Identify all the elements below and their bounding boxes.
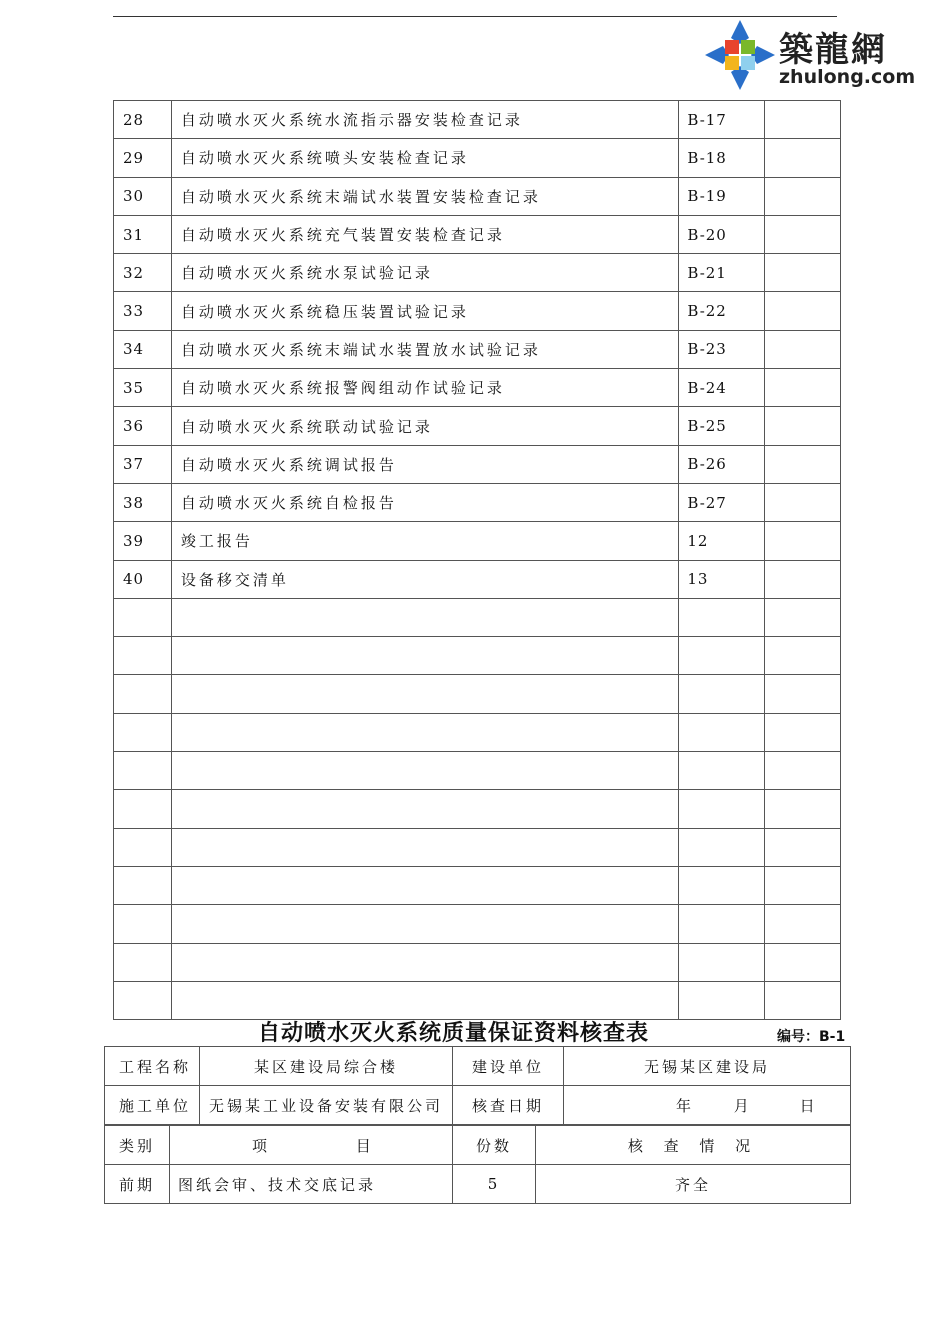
empty-row [114, 637, 841, 675]
empty-cell [114, 637, 172, 675]
empty-cell [679, 981, 765, 1019]
date-day: 日 [799, 1096, 818, 1115]
col-item-2: 目 [355, 1136, 374, 1155]
empty-cell [765, 790, 841, 828]
empty-cell [114, 752, 172, 790]
row-name: 自动喷水灭火系统末端试水装置安装检查记录 [171, 177, 678, 215]
row-remark [765, 407, 841, 445]
row-code: B-20 [679, 215, 765, 253]
empty-cell [679, 675, 765, 713]
empty-row [114, 905, 841, 943]
row-remark [765, 483, 841, 521]
row-name: 设备移交清单 [171, 560, 678, 598]
brand-name-en: zhulong.com [779, 66, 916, 88]
empty-row [114, 790, 841, 828]
row-number: 35 [114, 369, 172, 407]
row-name: 自动喷水灭火系统喷头安装检查记录 [171, 139, 678, 177]
empty-row [114, 981, 841, 1019]
check-items-table [104, 1125, 851, 1204]
row-code: B-17 [679, 101, 765, 139]
table-row [114, 139, 841, 177]
row-name: 自动喷水灭火系统报警阀组动作试验记录 [171, 369, 678, 407]
col-copies: 份数 [453, 1126, 536, 1165]
empty-cell [114, 828, 172, 866]
empty-cell [679, 637, 765, 675]
contractor-label: 施工单位 [105, 1086, 200, 1125]
empty-cell [765, 866, 841, 904]
empty-cell [114, 713, 172, 751]
empty-cell [114, 943, 172, 981]
owner-value: 无锡某区建设局 [564, 1047, 851, 1086]
contractor-value: 无锡某工业设备安装有限公司 [200, 1086, 453, 1125]
row-name: 自动喷水灭火系统末端试水装置放水试验记录 [171, 330, 678, 368]
row-remark [765, 292, 841, 330]
empty-cell [679, 598, 765, 636]
empty-cell [171, 752, 678, 790]
row-code: 12 [679, 522, 765, 560]
table-row [114, 292, 841, 330]
row-status: 齐全 [536, 1165, 851, 1204]
row-number: 32 [114, 254, 172, 292]
row-remark [765, 330, 841, 368]
row-code: B-24 [679, 369, 765, 407]
row-name: 自动喷水灭火系统水泵试验记录 [171, 254, 678, 292]
row-number: 37 [114, 445, 172, 483]
empty-cell [171, 866, 678, 904]
empty-row [114, 866, 841, 904]
form-title: 自动喷水灭火系统质量保证资料核查表 [258, 1021, 650, 1046]
row-category: 前期 [105, 1165, 170, 1204]
date-year: 年 [676, 1096, 695, 1115]
row-number: 36 [114, 407, 172, 445]
empty-cell [765, 981, 841, 1019]
empty-cell [765, 637, 841, 675]
row-code: B-19 [679, 177, 765, 215]
row-copies: 5 [453, 1165, 536, 1204]
row-name: 自动喷水灭火系统充气装置安装检查记录 [171, 215, 678, 253]
form-header-table [104, 1046, 851, 1125]
date-value [564, 1086, 851, 1125]
empty-cell [171, 905, 678, 943]
row-number: 34 [114, 330, 172, 368]
brand-logo[interactable] [703, 14, 916, 98]
table-row [105, 1047, 851, 1086]
row-remark [765, 177, 841, 215]
empty-cell [765, 943, 841, 981]
row-code: B-26 [679, 445, 765, 483]
table-row [114, 369, 841, 407]
empty-cell [679, 866, 765, 904]
row-name: 竣工报告 [171, 522, 678, 560]
empty-cell [114, 675, 172, 713]
empty-cell [171, 637, 678, 675]
empty-cell [679, 905, 765, 943]
row-name: 自动喷水灭火系统自检报告 [171, 483, 678, 521]
empty-cell [679, 828, 765, 866]
row-remark [765, 445, 841, 483]
empty-cell [171, 943, 678, 981]
row-name: 自动喷水灭火系统水流指示器安装检查记录 [171, 101, 678, 139]
empty-cell [171, 675, 678, 713]
empty-cell [765, 752, 841, 790]
table-row [114, 407, 841, 445]
table-row [114, 522, 841, 560]
records-list-table [113, 100, 841, 1020]
row-code: B-25 [679, 407, 765, 445]
row-number: 30 [114, 177, 172, 215]
empty-row [114, 752, 841, 790]
table-row [114, 560, 841, 598]
empty-cell [171, 981, 678, 1019]
empty-cell [679, 943, 765, 981]
brand-logo-icon [703, 18, 777, 92]
empty-cell [679, 790, 765, 828]
table-row [105, 1165, 851, 1204]
empty-cell [765, 713, 841, 751]
empty-cell [114, 905, 172, 943]
table-row [114, 254, 841, 292]
form-number: 编号：B-1 [777, 1029, 846, 1045]
row-code: B-21 [679, 254, 765, 292]
row-remark [765, 139, 841, 177]
col-item-1: 项 [252, 1136, 271, 1155]
empty-cell [679, 713, 765, 751]
empty-row [114, 943, 841, 981]
row-remark [765, 101, 841, 139]
col-category: 类别 [105, 1126, 170, 1165]
empty-cell [114, 866, 172, 904]
row-remark [765, 560, 841, 598]
table-row [114, 483, 841, 521]
empty-row [114, 828, 841, 866]
table-row [105, 1086, 851, 1125]
empty-cell [171, 713, 678, 751]
row-code: B-27 [679, 483, 765, 521]
row-remark [765, 522, 841, 560]
empty-row [114, 713, 841, 751]
project-label: 工程名称 [105, 1047, 200, 1086]
empty-row [114, 598, 841, 636]
project-value: 某区建设局综合楼 [200, 1047, 453, 1086]
row-number: 38 [114, 483, 172, 521]
date-month: 月 [733, 1096, 752, 1115]
row-item: 图纸会审、技术交底记录 [170, 1165, 453, 1204]
col-status: 核 查 情 况 [536, 1126, 851, 1165]
empty-cell [765, 598, 841, 636]
empty-cell [114, 598, 172, 636]
empty-cell [114, 981, 172, 1019]
empty-cell [765, 828, 841, 866]
table-row [114, 445, 841, 483]
table-row [114, 215, 841, 253]
row-code: 13 [679, 560, 765, 598]
col-item [170, 1126, 453, 1165]
row-number: 29 [114, 139, 172, 177]
table-row [114, 101, 841, 139]
row-number: 31 [114, 215, 172, 253]
table-row [114, 177, 841, 215]
date-label: 核查日期 [453, 1086, 564, 1125]
empty-cell [171, 598, 678, 636]
empty-row [114, 675, 841, 713]
empty-cell [171, 790, 678, 828]
row-remark [765, 254, 841, 292]
empty-cell [114, 790, 172, 828]
empty-cell [679, 752, 765, 790]
empty-cell [171, 828, 678, 866]
row-code: B-18 [679, 139, 765, 177]
row-number: 33 [114, 292, 172, 330]
owner-label: 建设单位 [453, 1047, 564, 1086]
row-number: 39 [114, 522, 172, 560]
row-number: 28 [114, 101, 172, 139]
row-code: B-23 [679, 330, 765, 368]
empty-cell [765, 675, 841, 713]
row-remark [765, 369, 841, 407]
row-name: 自动喷水灭火系统调试报告 [171, 445, 678, 483]
empty-cell [765, 905, 841, 943]
table-row [114, 330, 841, 368]
row-name: 自动喷水灭火系统稳压装置试验记录 [171, 292, 678, 330]
row-code: B-22 [679, 292, 765, 330]
row-name: 自动喷水灭火系统联动试验记录 [171, 407, 678, 445]
brand-name-cn: 築龍網 [779, 30, 887, 70]
table-row [105, 1126, 851, 1165]
row-number: 40 [114, 560, 172, 598]
row-remark [765, 215, 841, 253]
